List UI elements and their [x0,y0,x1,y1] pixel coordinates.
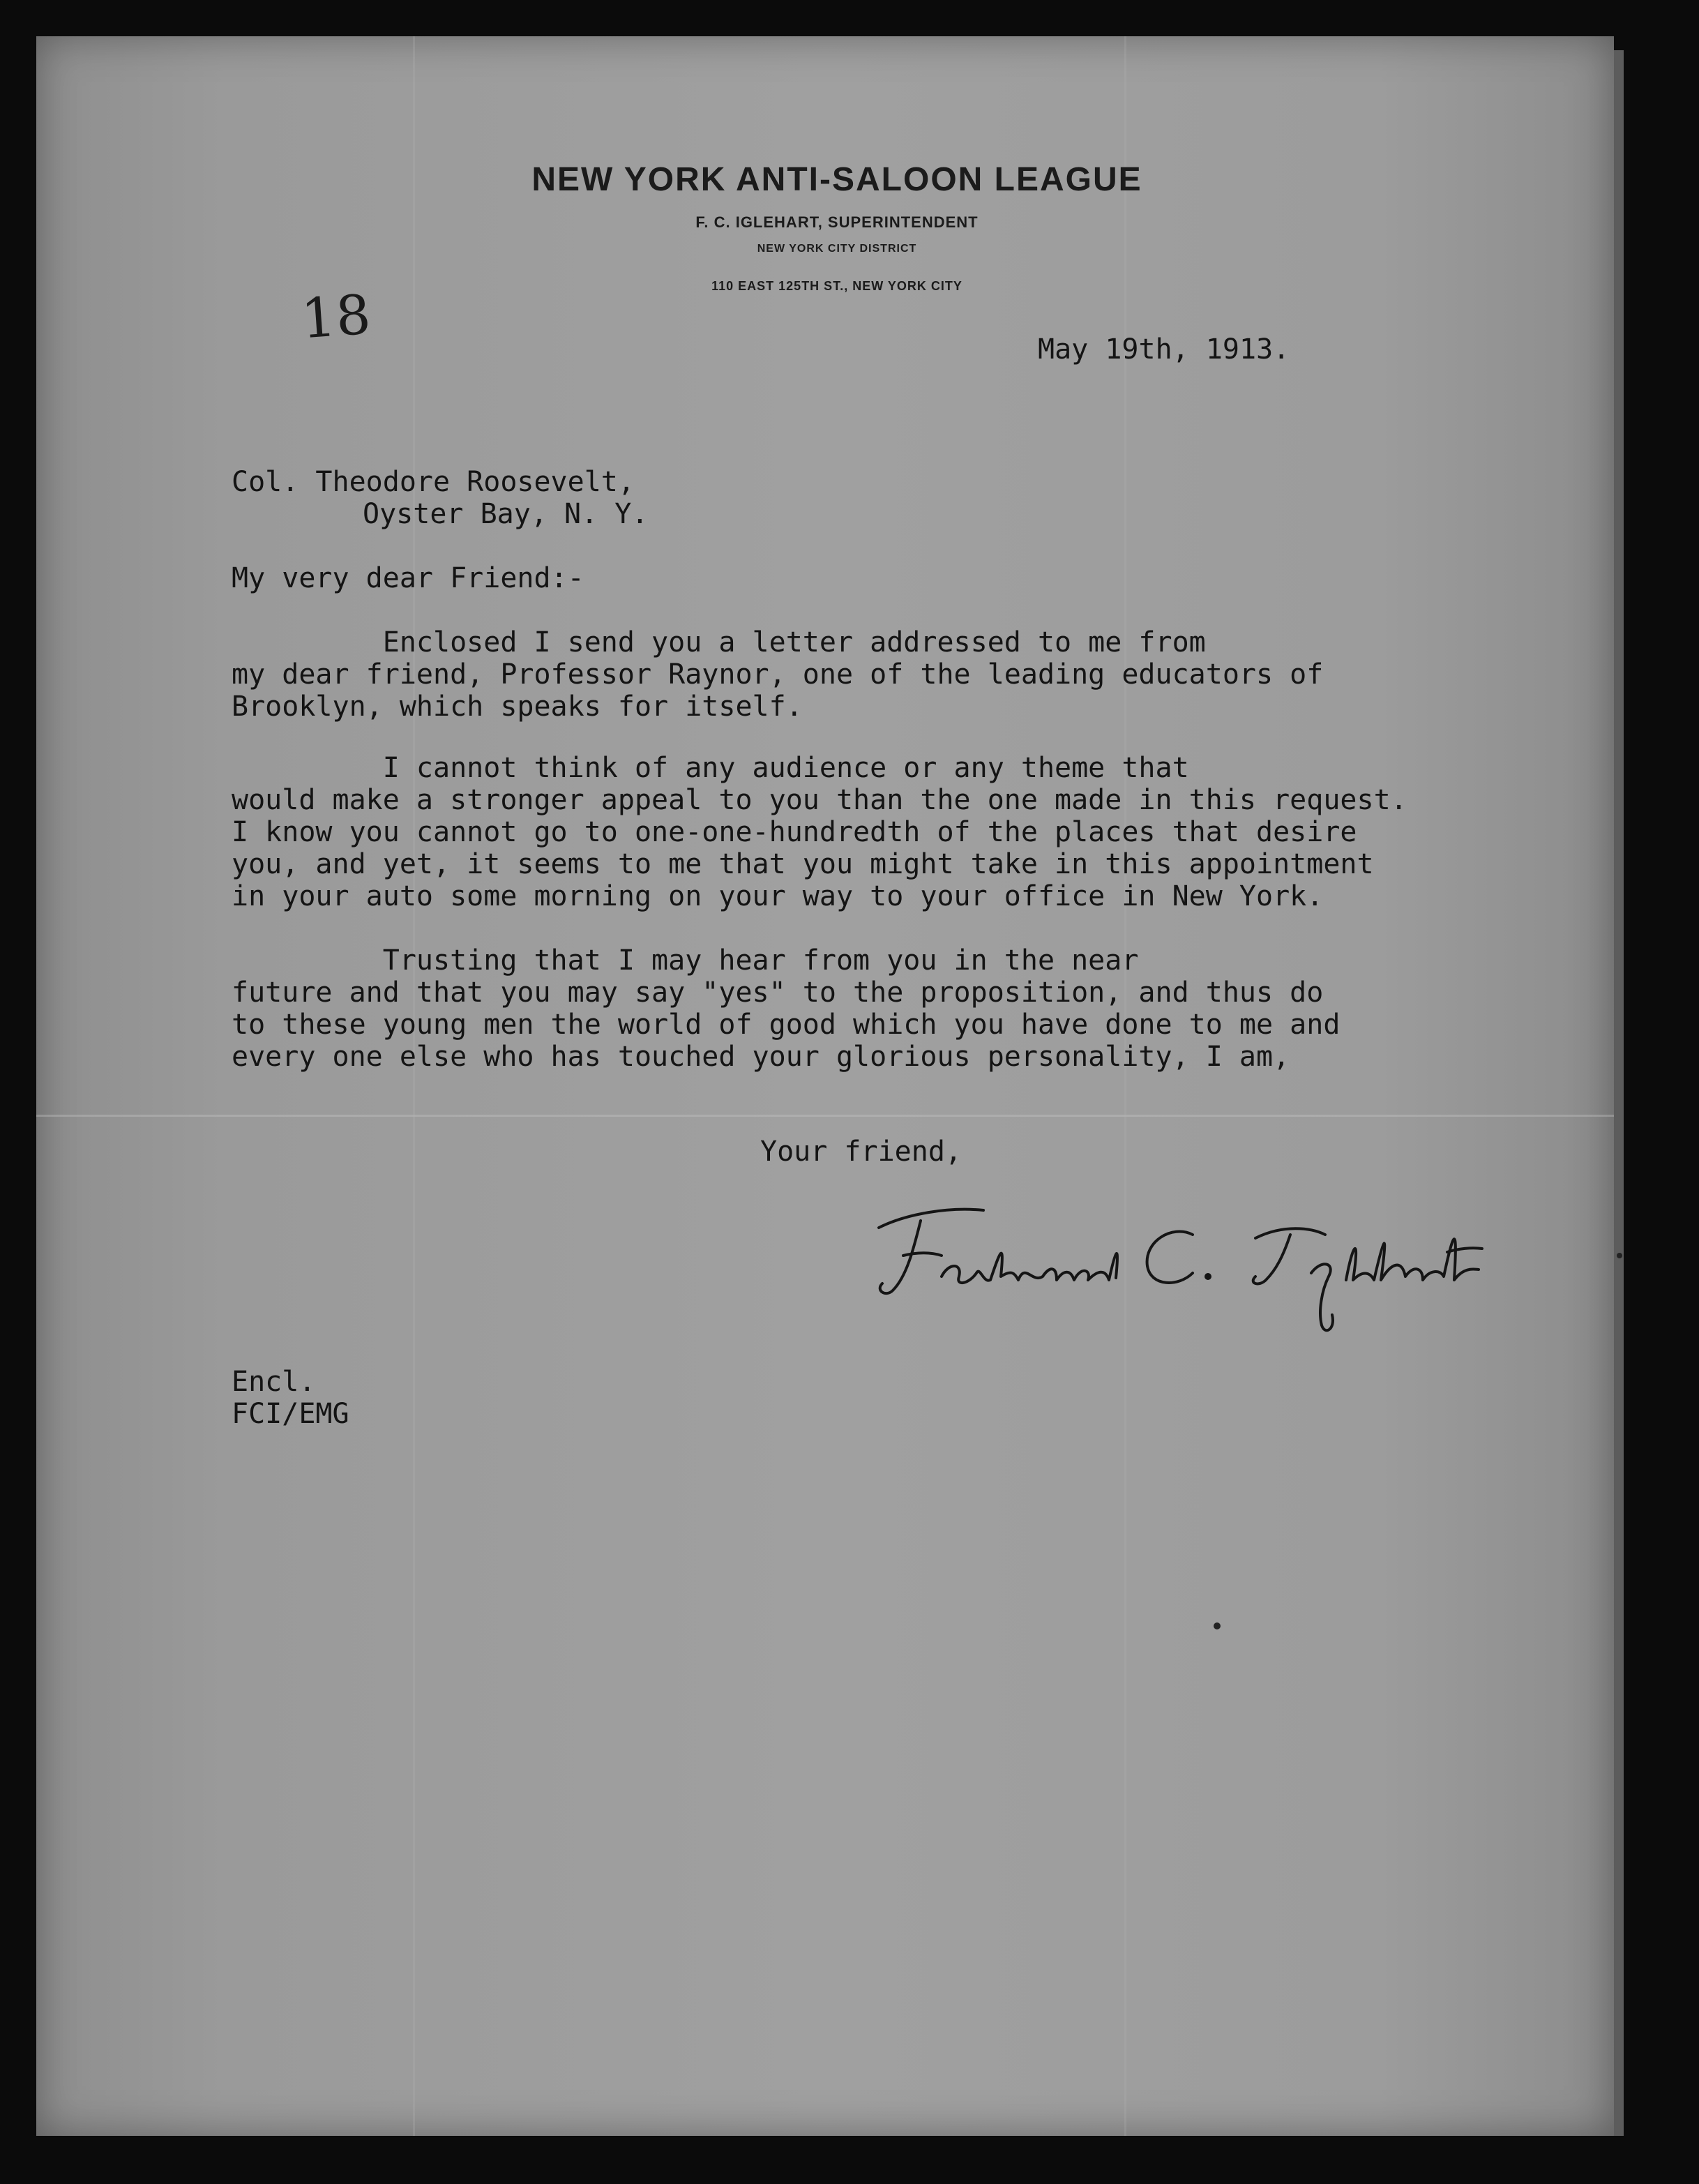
ink-speck [1617,1253,1622,1258]
body-line: to these young men the world of good which you have done to me and [232,1009,1341,1041]
fold-crease-horizontal [36,1115,1614,1117]
body-line: would make a stronger appeal to you than the one made in this request. [232,784,1407,816]
fold-crease-vertical [413,36,415,2136]
recipient-name: Col. Theodore Roosevelt, [232,466,635,498]
body-line: every one else who has touched your glorious personality, I am, [232,1041,1290,1073]
salutation: My very dear Friend:- [232,562,584,594]
body-line: in your auto some morning on your way to your office in New York. [232,880,1324,912]
handwritten-annotation: 18 [299,283,373,352]
body-line: future and that you may say "yes" to the proposition, and thus do [232,977,1324,1009]
paper-edge [1614,50,1624,2136]
body-line: my dear friend, Professor Raynor, one of the leading educators of [232,658,1324,691]
closing: Your friend, [760,1136,962,1168]
ink-speck [1214,1622,1221,1629]
handwritten-signature [865,1186,1562,1339]
letterhead-organization: NEW YORK ANTI-SALOON LEAGUE [531,161,1142,198]
recipient-address: Oyster Bay, N. Y. [363,498,649,530]
letter-page [36,36,1614,2136]
body-line: Enclosed I send you a letter addressed to me from [232,626,1206,658]
body-paragraph-1 [232,626,1557,723]
body-line: I know you cannot go to one-one-hundredth of the places that desire [232,816,1357,848]
body-paragraph-3 [232,944,1557,1073]
body-line: Trusting that I may hear from you in the near [232,944,1139,977]
body-line: Brooklyn, which speaks for itself. [232,691,803,723]
letter-date: May 19th, 1913. [1038,333,1290,366]
enclosure-note: Encl. [232,1366,316,1398]
body-line: I cannot think of any audience or any theme that [232,752,1189,784]
body-paragraph-2 [232,752,1557,912]
letterhead-district: NEW YORK CITY DISTRICT [757,243,917,255]
letterhead-superintendent: F. C. IGLEHART, SUPERINTENDENT [695,213,979,231]
body-line: you, and yet, it seems to me that you might take in this appointment [232,848,1374,880]
reference-initials: FCI/EMG [232,1398,349,1430]
letterhead-address: 110 EAST 125TH ST., NEW YORK CITY [711,279,962,293]
